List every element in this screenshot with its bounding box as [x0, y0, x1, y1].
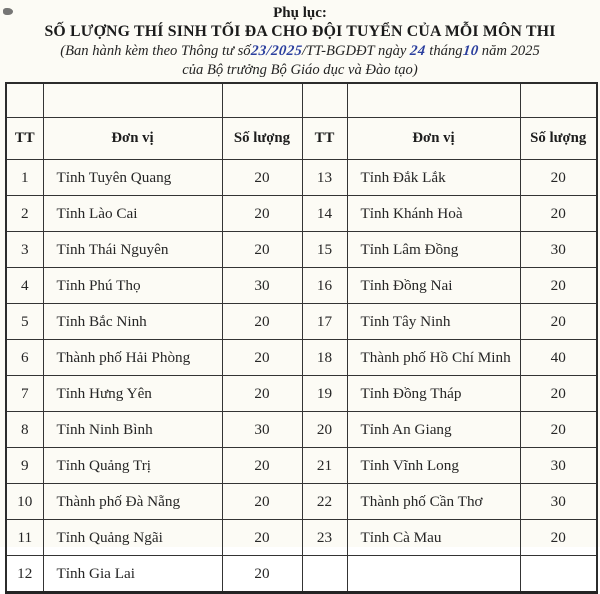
cell-unit: Tỉnh Bắc Ninh: [43, 304, 222, 340]
cell-quantity: 20: [222, 376, 302, 412]
cell-tt: 10: [6, 484, 43, 520]
cell-quantity: 30: [520, 484, 597, 520]
cell-tt: 20: [302, 412, 347, 448]
table-row: [6, 340, 597, 376]
cell-unit: Thành phố Hồ Chí Minh: [347, 340, 520, 376]
cell-unit: Tỉnh Quảng Trị: [43, 448, 222, 484]
table-row: [6, 520, 597, 556]
cell-unit: Tỉnh Lâm Đồng: [347, 232, 520, 268]
cell-tt: 6: [6, 340, 43, 376]
table-head: [6, 83, 597, 160]
cell-unit: Tỉnh Quảng Ngãi: [43, 520, 222, 556]
cell-tt: 8: [6, 412, 43, 448]
cell-tt: 17: [302, 304, 347, 340]
cell-quantity: 20: [520, 160, 597, 196]
table-row: [6, 160, 597, 196]
cell-quantity: 20: [520, 376, 597, 412]
table-row: [6, 484, 597, 520]
cell-tt: 13: [302, 160, 347, 196]
cell-tt: 2: [6, 196, 43, 232]
cell-unit: Thành phố Cần Thơ: [347, 484, 520, 520]
subtitle-line-1: [0, 43, 600, 59]
table-top-sliver-row: [6, 83, 597, 118]
table-header-row: [6, 118, 597, 160]
cell-tt: 15: [302, 232, 347, 268]
cell-unit: Tỉnh Tuyên Quang: [43, 160, 222, 196]
header-tt-left: TT: [6, 118, 43, 160]
appendix-label: Phụ lục:: [273, 5, 327, 21]
cell-tt: 21: [302, 448, 347, 484]
cell-tt: [302, 556, 347, 593]
document-header: [0, 0, 600, 78]
team-table-body: [6, 160, 597, 593]
cell-quantity: 20: [222, 196, 302, 232]
table-row: [6, 196, 597, 232]
cell-unit: Tỉnh Vĩnh Long: [347, 448, 520, 484]
subtitle-part3: tháng: [425, 43, 463, 60]
table-row: [6, 304, 597, 340]
cell-quantity: 20: [520, 196, 597, 232]
header-unit-right: Đơn vị: [347, 118, 520, 160]
cell-tt: 11: [6, 520, 43, 556]
header-tt-right: TT: [302, 118, 347, 160]
cell-tt: 12: [6, 556, 43, 593]
cell-tt: 23: [302, 520, 347, 556]
cell-quantity: 20: [222, 520, 302, 556]
cell-quantity: [520, 556, 597, 593]
cell-quantity: 20: [222, 556, 302, 593]
cell-quantity: 40: [520, 340, 597, 376]
cell-tt: 22: [302, 484, 347, 520]
header-quantity-right: Số lượng: [520, 118, 597, 160]
cell-unit: Tỉnh Gia Lai: [43, 556, 222, 593]
cell-quantity: 30: [520, 232, 597, 268]
table-row: [6, 232, 597, 268]
cell-quantity: 20: [520, 304, 597, 340]
cell-quantity: 20: [222, 232, 302, 268]
cell-quantity: 30: [222, 268, 302, 304]
cell-unit: Tỉnh Tây Ninh: [347, 304, 520, 340]
cell-unit: Thành phố Hải Phòng: [43, 340, 222, 376]
table-row: [6, 268, 597, 304]
cell-quantity: 20: [520, 412, 597, 448]
cell-tt: 5: [6, 304, 43, 340]
cell-unit: Thành phố Đà Nẵng: [43, 484, 222, 520]
table-row: [6, 412, 597, 448]
cell-unit: Tỉnh Phú Thọ: [43, 268, 222, 304]
cell-tt: 3: [6, 232, 43, 268]
cell-tt: 19: [302, 376, 347, 412]
header-quantity-left: Số lượng: [222, 118, 302, 160]
handwritten-month: 10: [461, 43, 479, 60]
cell-quantity: 30: [222, 412, 302, 448]
cell-unit: Tỉnh Thái Nguyên: [43, 232, 222, 268]
cell-unit: Tỉnh Khánh Hoà: [347, 196, 520, 232]
page-title: SỐ LƯỢNG THÍ SINH TỐI ĐA CHO ĐỘI TUYỂN CỦA MỖI MÔN THI: [44, 23, 556, 41]
table-row: [6, 556, 597, 593]
cell-tt: 4: [6, 268, 43, 304]
table-row: [6, 376, 597, 412]
team-quota-table: [5, 82, 598, 594]
cell-tt: 1: [6, 160, 43, 196]
scan-artifact-mark: [3, 8, 13, 15]
cell-unit: Tỉnh Ninh Bình: [43, 412, 222, 448]
handwritten-decree-number: 23/2025: [249, 43, 303, 60]
cell-unit: Tỉnh An Giang: [347, 412, 520, 448]
header-unit-left: Đơn vị: [43, 118, 222, 160]
subtitle-line-2: của Bộ trưởng Bộ Giáo dục và Đào tạo): [182, 61, 418, 78]
cell-tt: 9: [6, 448, 43, 484]
cell-quantity: 20: [520, 268, 597, 304]
cell-tt: 16: [302, 268, 347, 304]
cell-tt: 18: [302, 340, 347, 376]
cell-quantity: 20: [222, 484, 302, 520]
cell-unit: Tỉnh Đồng Tháp: [347, 376, 520, 412]
cell-quantity: 20: [222, 448, 302, 484]
cell-unit: Tỉnh Hưng Yên: [43, 376, 222, 412]
cell-quantity: 20: [222, 340, 302, 376]
cell-quantity: 30: [520, 448, 597, 484]
subtitle-part4: năm 2025: [478, 43, 540, 60]
handwritten-day: 24: [409, 43, 427, 60]
cell-quantity: 20: [222, 304, 302, 340]
cell-unit: Tỉnh Lào Cai: [43, 196, 222, 232]
table-row: [6, 448, 597, 484]
cell-quantity: 20: [520, 520, 597, 556]
cell-unit: Tỉnh Cà Mau: [347, 520, 520, 556]
subtitle-part2: /TT-BGDĐT ngày: [301, 43, 411, 60]
cell-unit: Tỉnh Đồng Nai: [347, 268, 520, 304]
cell-tt: 14: [302, 196, 347, 232]
cell-unit: Tỉnh Đắk Lắk: [347, 160, 520, 196]
cell-tt: 7: [6, 376, 43, 412]
cell-unit: [347, 556, 520, 593]
cell-quantity: 20: [222, 160, 302, 196]
subtitle-part1: (Ban hành kèm theo Thông tư số: [60, 43, 251, 60]
